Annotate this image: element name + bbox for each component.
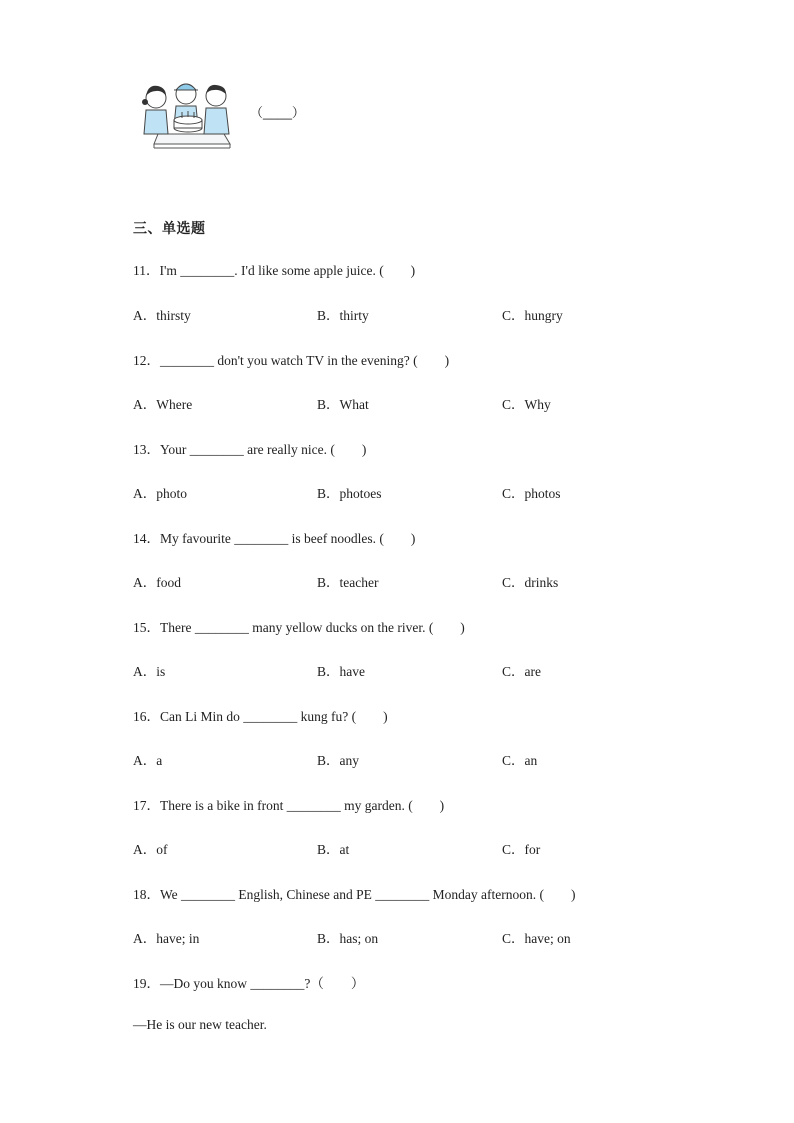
question-15: 15．There ________ many yellow ducks on the river. ( ) — [133, 620, 465, 635]
section-title: 三、单选题 — [133, 221, 206, 237]
question-16: 16．Can Li Min do ________ kung fu? ( ) — [133, 709, 388, 724]
option-18-a[interactable]: A．have; in — [133, 931, 200, 946]
option-11-b[interactable]: B．thirty — [317, 308, 369, 323]
option-16-a[interactable]: A．a — [133, 753, 163, 768]
option-12-b[interactable]: B．What — [317, 397, 369, 412]
option-12-c[interactable]: C．Why — [502, 397, 551, 412]
option-18-b[interactable]: B．has; on — [317, 931, 379, 946]
question-14: 14．My favourite ________ is beef noodles. ( ) — [133, 531, 416, 546]
option-18-c[interactable]: C．have; on — [502, 931, 571, 946]
question-19-reply: —He is our new teacher. — [133, 1017, 267, 1032]
option-14-a[interactable]: A．food — [133, 575, 181, 590]
option-15-a[interactable]: A．is — [133, 664, 166, 679]
option-12-a[interactable]: A．Where — [133, 397, 193, 412]
question-19: 19．—Do you know ________?（ ） — [133, 976, 365, 991]
option-16-c[interactable]: C．an — [502, 753, 538, 768]
question-17: 17．There is a bike in front ________ my garden. ( ) — [133, 798, 445, 813]
question-18: 18．We ________ English, Chinese and PE ________ Monday afternoon. ( ) — [133, 887, 576, 902]
option-11-c[interactable]: C．hungry — [502, 308, 563, 323]
option-11-a[interactable]: A．thirsty — [133, 308, 191, 323]
question-13: 13．Your ________ are really nice. ( ) — [133, 442, 367, 457]
option-16-b[interactable]: B．any — [317, 753, 359, 768]
option-15-c[interactable]: C．are — [502, 664, 541, 679]
option-17-a[interactable]: A．of — [133, 842, 168, 857]
option-13-a[interactable]: A．photo — [133, 486, 187, 501]
children-birthday-cake-illustration — [136, 76, 232, 152]
option-13-b[interactable]: B．photoes — [317, 486, 382, 501]
option-15-b[interactable]: B．have — [317, 664, 365, 679]
question-12: 12．________ don't you watch TV in the evening? ( ) — [133, 353, 450, 368]
answer-blank[interactable]: （____） — [250, 105, 305, 120]
option-14-c[interactable]: C．drinks — [502, 575, 559, 590]
option-17-c[interactable]: C．for — [502, 842, 541, 857]
option-14-b[interactable]: B．teacher — [317, 575, 379, 590]
question-11: 11．I'm ________. I'd like some apple juice. ( ) — [133, 263, 416, 278]
option-13-c[interactable]: C．photos — [502, 486, 561, 501]
option-17-b[interactable]: B．at — [317, 842, 350, 857]
